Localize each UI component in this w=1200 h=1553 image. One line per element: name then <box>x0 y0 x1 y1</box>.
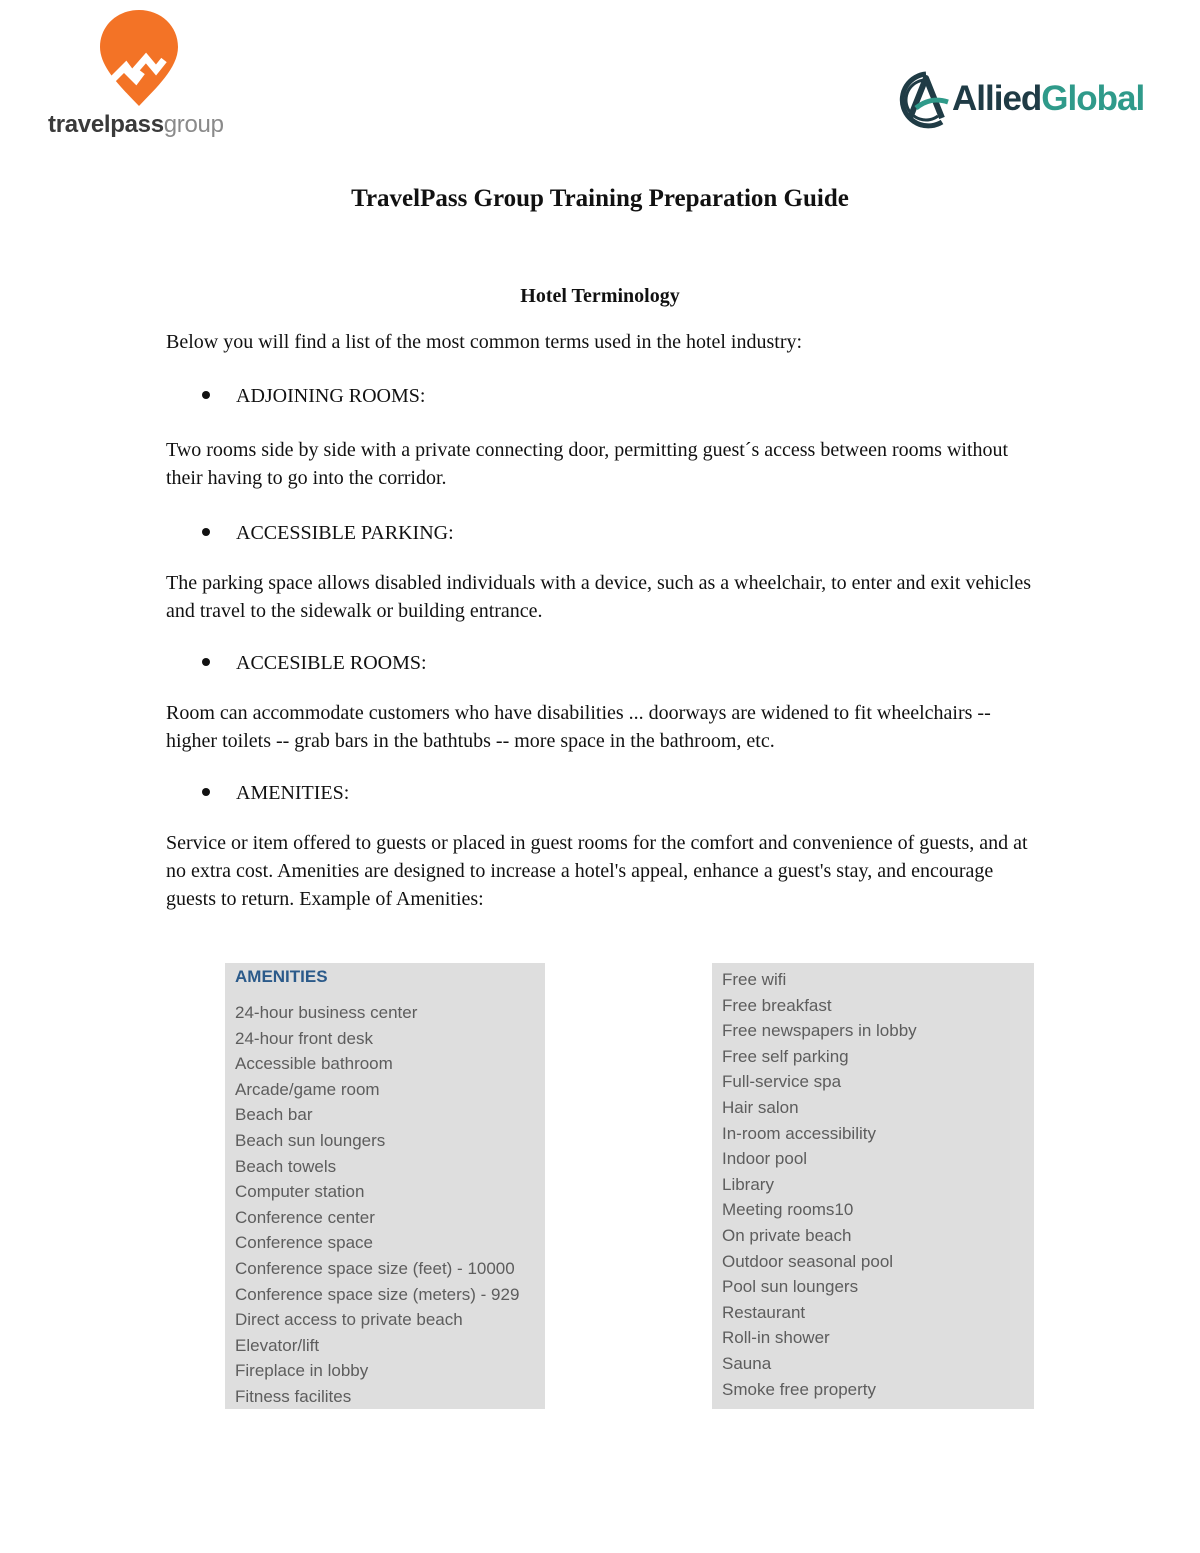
amenity-item: Indoor pool <box>722 1149 808 1169</box>
term-bullet <box>202 519 454 547</box>
amenity-item: Beach bar <box>235 1105 313 1125</box>
allied-global-mark-icon <box>896 70 952 130</box>
bullet-dot-icon <box>202 528 210 536</box>
term-label: AMENITIES: <box>236 782 350 804</box>
amenity-item: In-room accessibility <box>722 1123 876 1143</box>
term-bullet <box>202 649 427 677</box>
term-label: ADJOINING ROOMS: <box>236 385 426 407</box>
amenity-item: Outdoor seasonal pool <box>722 1251 894 1271</box>
amenities-list-right <box>722 967 917 1402</box>
amenity-item: Beach towels <box>235 1156 337 1176</box>
amenity-item: Fireplace in lobby <box>235 1361 369 1381</box>
amenities-panel-right <box>712 963 1034 1409</box>
amenity-item: Direct access to private beach <box>235 1310 463 1330</box>
amenity-item: Conference space <box>235 1233 373 1253</box>
amenity-item: Free breakfast <box>722 995 832 1015</box>
travelpassgroup-wordmark <box>48 111 224 139</box>
amenity-item: 24-hour front desk <box>235 1028 373 1048</box>
amenity-item: Smoke free property <box>722 1379 877 1399</box>
amenity-item: Fitness facilites <box>235 1386 352 1406</box>
term-label: ACCESIBLE ROOMS: <box>236 652 427 674</box>
amenity-item: On private beach <box>722 1225 852 1245</box>
travelpass-pin-icon <box>98 8 180 108</box>
amenity-item: Restaurant <box>722 1302 806 1322</box>
amenity-item: Computer station <box>235 1182 365 1202</box>
amenity-item: Conference center <box>235 1207 375 1227</box>
amenity-item: Arcade/game room <box>235 1079 380 1099</box>
amenities-heading: AMENITIES <box>235 967 328 986</box>
amenity-item: Roll-in shower <box>722 1328 830 1348</box>
amenity-item: Beach sun loungers <box>235 1130 386 1150</box>
term-label: ACCESSIBLE PARKING: <box>236 522 454 544</box>
wordmark-allied: Allied <box>952 79 1042 118</box>
amenity-item: Meeting rooms10 <box>722 1200 854 1220</box>
bullet-dot-icon <box>202 788 210 796</box>
intro-paragraph: Below you will find a list of the most common terms used in the hotel industry: <box>166 331 803 353</box>
bullet-dot-icon <box>202 391 210 399</box>
allied-global-logo <box>896 70 1166 132</box>
travelpassgroup-logo <box>44 8 234 144</box>
amenity-item: 24-hour business center <box>235 1003 418 1022</box>
wordmark-group: group <box>163 111 224 138</box>
term-definition: Room can accommodate customers who have disabilities ... doorways are widened to fit wheelchairs -- higher toilets -- grab bars in the bathtubs -- more space in the bathroom, etc. <box>166 702 991 752</box>
amenity-item: Free wifi <box>722 970 787 989</box>
amenity-item: Conference space size (feet) - 10000 <box>235 1258 515 1278</box>
wordmark-travelpass: travelpass <box>48 111 164 138</box>
amenity-item: Free self parking <box>722 1046 849 1066</box>
term-bullet <box>202 779 349 807</box>
term-definition: Service or item offered to guests or placed in guest rooms for the comfort and convenience of guests, and at no extra cost. Amenities are designed to increase a hotel's appeal, enhance a guest's stay, and encourage guests to return. Example of Amenities: <box>166 832 1028 910</box>
amenities-list-left <box>235 1000 519 1410</box>
amenity-item: Full-service spa <box>722 1072 842 1092</box>
document-title: TravelPass Group Training Preparation Guide <box>351 185 849 212</box>
amenity-item: Sauna <box>722 1353 772 1373</box>
bullet-dot-icon <box>202 658 210 666</box>
amenities-panel-left <box>225 963 545 1409</box>
term-definition: Two rooms side by side with a private connecting door, permitting guest´s access between rooms without their having to go into the corridor. <box>166 439 1009 489</box>
amenity-item: Free newspapers in lobby <box>722 1021 917 1041</box>
amenity-item: Elevator/lift <box>235 1335 320 1355</box>
allied-global-wordmark <box>952 79 1144 119</box>
amenity-item: Pool sun loungers <box>722 1277 859 1297</box>
amenity-item: Hair salon <box>722 1097 799 1117</box>
amenity-item: Accessible bathroom <box>235 1054 393 1074</box>
amenity-item: Conference space size (meters) - 929 <box>235 1284 520 1304</box>
section-title: Hotel Terminology <box>520 285 680 307</box>
term-bullet <box>202 382 425 410</box>
term-definition: The parking space allows disabled individuals with a device, such as a wheelchair, to enter and exit vehicles and travel to the sidewalk or building entrance. <box>166 572 1032 622</box>
amenity-item: Library <box>722 1174 774 1194</box>
wordmark-global: Global <box>1041 79 1145 118</box>
